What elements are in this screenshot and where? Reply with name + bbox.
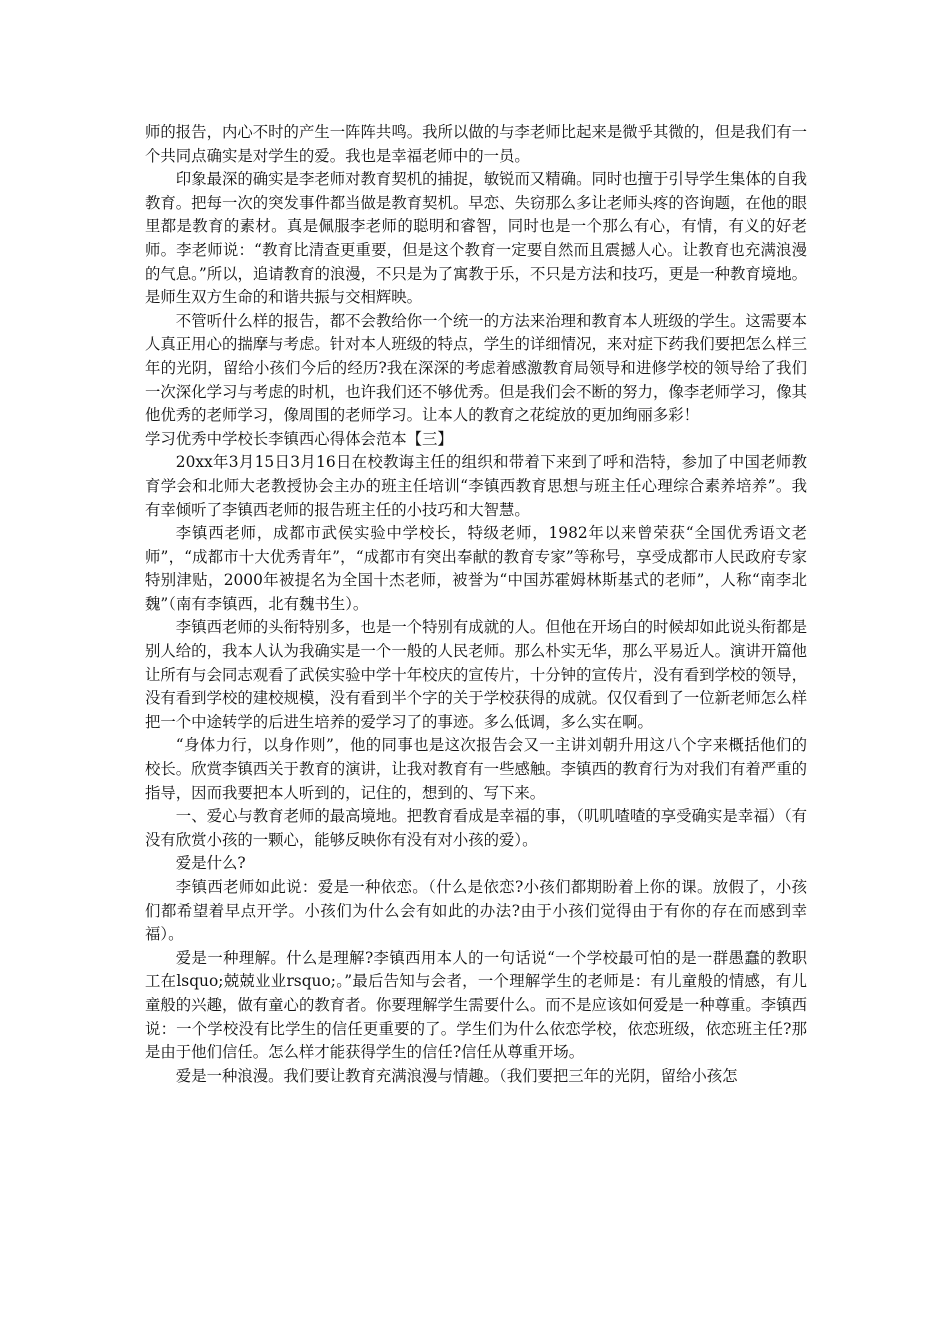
paragraph-6: 李镇西老师的头衔特别多，也是一个特别有成就的人。但他在开场白的时候却如此说头衔都是别人给的，我本人认为我确实是一个一般的人民老师。那么朴实无华，那么平易近人。演讲开篇他让所有与会同志观看了武侯实验中学十年校庆的宣传片，十分钟的宣传片，没有看到学校的领导，没有看到学校的建校规模，没有看到半个字的关于学校获得的成就。仅仅看到了一位新老师怎么样把一个中途转学的后进生培养的爱学习了的事迹。多么低调，多么实在啊。 [145,618,807,731]
paragraph-5: 李镇西老师，成都市武侯实验中学校长，特级老师，1982年以来曾荣获“全国优秀语文老师”，“成都市十大优秀青年”，“成都市有突出奉献的教育专家”等称号，享受成都市人民政府专家特别津贴，2000年被提名为全国十杰老师，被誉为“中国苏霍姆林斯基式的老师”，人称“南李北魏”（南有李镇西，北有魏书生）。 [145,524,807,613]
paragraph-1: 师的报告，内心不时的产生一阵阵共鸣。我所以做的与李老师比起来是微乎其微的，但是我们有一个共同点确实是对学生的爱。我也是幸福老师中的一员。 [145,123,807,165]
paragraph-3: 不管听什么样的报告，都不会教给你一个统一的方法来治理和教育本人班级的学生。这需要本人真正用心的揣摩与考虑。针对本人班级的特点，学生的详细情况，来对症下药我们要把怎么样三年的光阴，留给小孩们今后的经历?我在深深的考虑着感激教育局领导和进修学校的领导给了我们一次深化学习与考虑的时机，也许我们还不够优秀。但是我们会不断的努力，像李老师学习，像其他优秀的老师学习，像周围的老师学习。让本人的教育之花绽放的更加绚丽多彩！ [145,311,807,425]
paragraph-7: “身体力行，以身作则”，他的同事也是这次报告会又一主讲刘朝升用这八个字来概括他们的校长。欣赏李镇西关于教育的演讲，让我对教育有一些感触。李镇西的教育行为对我们有着严重的指导，因而我要把本人听到的，记住的，想到的、写下来。 [145,736,807,802]
paragraph-2: 印象最深的确实是李老师对教育契机的捕捉，敏锐而又精确。同时也擅于引导学生集体的自我教育。把每一次的突发事件都当做是教育契机。早恋、失窃那么多让老师头疼的咨询题，在他的眼里都是教育的素材。真是佩服李老师的聪明和睿智，同时也是一个那么有心，有情，有义的好老师。李老师说：“教育比清查更重要，但是这个教育一定要自然而且震撼人心。让教育也充满浪漫的气息。”所以，追请教育的浪漫，不只是为了寓教于乐，不只是方法和技巧，更是一种教育境地。是师生双方生命的和谐共振与交相辉映。 [145,170,807,307]
section-heading: 学习优秀中学校长李镇西心得体会范本【三】 [145,429,453,448]
paragraph-8: 一、爱心与教育老师的最高境地。把教育看成是幸福的事，（叽叽喳喳的享受确实是幸福）（有没有欣赏小孩的一颗心，能够反映你有没有对小孩的爱）。 [145,807,807,849]
paragraph-11: 爱是一种理解。什么是理解?李镇西用本人的一句话说“一个学校最可怕的是一群愚蠢的教职工在lsquo;兢兢业业rsquo;。”最后告知与会者，一个理解学生的老师是：有儿童般的情感，有儿童般的兴趣，做有童心的教育者。你要理解学生需要什么。而不是应该如何爱是一种尊重。李镇西说：一个学校没有比学生的信任更重要的了。学生们为什么依恋学校，依恋班级，依恋班主任?那是由于他们信任。怎么样才能获得学生的信任?信任从尊重开场。 [145,948,807,1062]
paragraph-10: 李镇西老师如此说：爱是一种依恋。（什么是依恋?小孩们都期盼着上你的课。放假了，小孩们都希望着早点开学。小孩们为什么会有如此的办法?由于小孩们觉得由于有你的存在而感到幸福）。 [145,878,807,944]
paragraph-9: 爱是什么? [175,854,246,873]
paragraph-4: 20xx年3月15日3月16日在校教诲主任的组织和带着下来到了呼和浩特，参加了中国老师教育学会和北师大老教授协会主办的班主任培训“李镇西教育思想与班主任心理综合素养培养”。我有幸倾听了李镇西老师的报告班主任的小技巧和大智慧。 [145,453,807,519]
document-body [145,121,807,1088]
paragraph-12: 爱是一种浪漫。我们要让教育充满浪漫与情趣。（我们要把三年的光阴，留给小孩怎 [175,1066,738,1085]
